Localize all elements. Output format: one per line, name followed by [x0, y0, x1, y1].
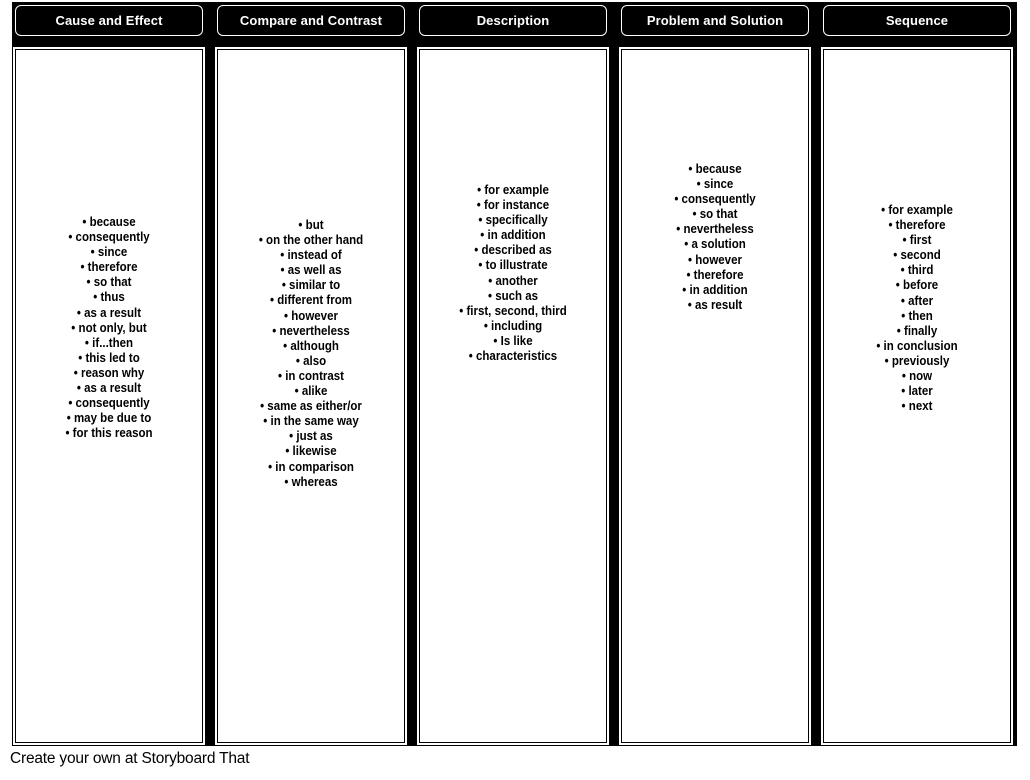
list-item: • reason why [23, 366, 194, 381]
list-item: • nevertheless [629, 222, 800, 237]
list-item: • second [831, 248, 1002, 263]
footer-credit[interactable]: Create your own at Storyboard That [10, 750, 250, 767]
list-item: • also [225, 354, 396, 369]
list-item: • thus [23, 290, 194, 305]
list-item: • just as [225, 429, 396, 444]
list-item: • in comparison [225, 460, 396, 475]
list-item: • because [23, 215, 194, 230]
column-compare-contrast [214, 2, 408, 746]
list-item: • consequently [23, 230, 194, 245]
list-item: • but [225, 218, 396, 233]
list-item: • for example [831, 203, 1002, 218]
list-item: • first, second, third [427, 304, 598, 319]
list-item: • before [831, 278, 1002, 293]
list-item: • now [831, 369, 1002, 384]
list-item: • characteristics [427, 349, 598, 364]
list-item: • may be due to [23, 411, 194, 426]
list-item: • instead of [225, 248, 396, 263]
list-item: • therefore [629, 268, 800, 283]
list-item: • for example [427, 183, 598, 198]
list-item: • as a result [23, 381, 194, 396]
column-cell [621, 49, 809, 743]
list-item: • likewise [225, 444, 396, 459]
list-item: • whereas [225, 475, 396, 490]
list-item: • after [831, 294, 1002, 309]
word-list [225, 218, 396, 490]
list-item: • later [831, 384, 1002, 399]
list-item: • first [831, 233, 1002, 248]
list-item: • described as [427, 243, 598, 258]
word-list [23, 215, 194, 441]
list-item: • for this reason [23, 426, 194, 441]
list-item: • as well as [225, 263, 396, 278]
list-item: • if...then [23, 336, 194, 351]
list-item: • as result [629, 298, 800, 313]
column-title: Problem and Solution [621, 5, 809, 36]
list-item: • consequently [23, 396, 194, 411]
list-item: • different from [225, 293, 396, 308]
list-item: • previously [831, 354, 1002, 369]
list-item: • specifically [427, 213, 598, 228]
word-list [831, 203, 1002, 414]
list-item: • in addition [629, 283, 800, 298]
column-cell [15, 49, 203, 743]
word-list [629, 162, 800, 313]
list-item: • however [629, 253, 800, 268]
list-item: • not only, but [23, 321, 194, 336]
column-cause-effect [12, 2, 206, 746]
list-item: • alike [225, 384, 396, 399]
list-item: • in addition [427, 228, 598, 243]
list-item: • next [831, 399, 1002, 414]
list-item: • to illustrate [427, 258, 598, 273]
list-item: • because [629, 162, 800, 177]
column-description [416, 2, 610, 746]
list-item: • since [23, 245, 194, 260]
column-sequence [820, 2, 1014, 746]
list-item: • nevertheless [225, 324, 396, 339]
list-item: • therefore [831, 218, 1002, 233]
list-item: • for instance [427, 198, 598, 213]
column-cell [217, 49, 405, 743]
list-item: • same as either/or [225, 399, 396, 414]
column-title: Description [419, 5, 607, 36]
list-item: • therefore [23, 260, 194, 275]
list-item: • finally [831, 324, 1002, 339]
list-item: • a solution [629, 237, 800, 252]
list-item: • Is like [427, 334, 598, 349]
list-item: • consequently [629, 192, 800, 207]
list-item: • including [427, 319, 598, 334]
column-title: Sequence [823, 5, 1011, 36]
column-cell [823, 49, 1011, 743]
list-item: • in the same way [225, 414, 396, 429]
list-item: • so that [629, 207, 800, 222]
list-item: • another [427, 274, 598, 289]
list-item: • this led to [23, 351, 194, 366]
list-item: • in conclusion [831, 339, 1002, 354]
list-item: • so that [23, 275, 194, 290]
list-item: • similar to [225, 278, 396, 293]
list-item: • such as [427, 289, 598, 304]
column-cell [419, 49, 607, 743]
list-item: • although [225, 339, 396, 354]
list-item: • however [225, 309, 396, 324]
column-title: Compare and Contrast [217, 5, 405, 36]
list-item: • as a result [23, 306, 194, 321]
storyboard-grid [12, 2, 1017, 746]
list-item: • then [831, 309, 1002, 324]
list-item: • since [629, 177, 800, 192]
list-item: • on the other hand [225, 233, 396, 248]
list-item: • third [831, 263, 1002, 278]
column-title: Cause and Effect [15, 5, 203, 36]
word-list [427, 183, 598, 364]
column-problem-solution [618, 2, 812, 746]
list-item: • in contrast [225, 369, 396, 384]
